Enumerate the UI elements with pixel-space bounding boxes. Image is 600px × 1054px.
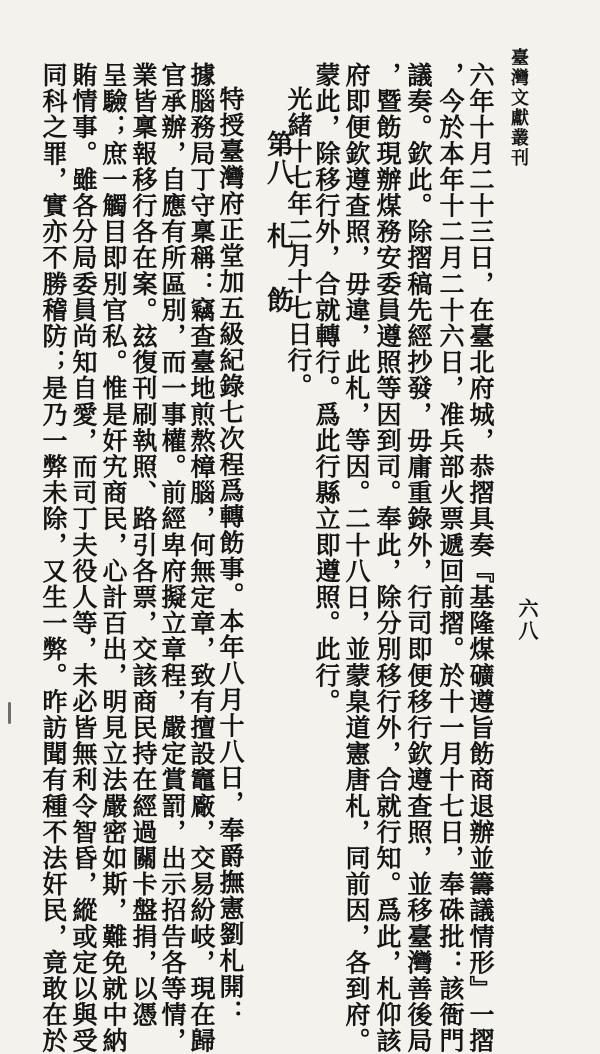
text-column-11: 業皆稟報移行各在案。玆復刊刷執照、路引各票，交該商民持在經過關卡盤捐，以憑	[129, 62, 158, 1028]
text-column-1: 六年十月二十三日，在臺北府城，恭摺具奏『基隆煤礦遵旨飭商退辦並籌議情形』一摺	[466, 62, 495, 1054]
text-column-14: 同科之罪，實亦不勝稽防；是乃一弊未除，又生一弊。昨訪聞有種不法奸民，竟敢在於	[39, 62, 68, 1054]
section-number: 第八	[262, 130, 293, 186]
text-column-13: 賄情事。雖各分局委員尚知自愛，而司丁夫役人等，未必皆無利令智昏，縱或定以與受	[69, 62, 98, 1054]
text-column-4: ，暨飭現辦煤務安委員遵照等因到司。奉此，除分別移行外，合就行知。爲此，札仰該	[373, 62, 402, 1054]
text-column-2: ，今於本年十二月二十六日，准兵部火票遞回前摺。於十一月十七日，奉硃批：該衙門	[436, 62, 465, 1054]
text-column-8: 特授臺灣府正堂加五級紀錄七次程爲轉飭事。本年八月十八日，奉爵撫憲劉札開：	[216, 86, 245, 1026]
text-column-12: 呈驗；庶一觸目即別官私。惟是奸宄商民，心計百出，明見立法嚴密如斯，難免就中納	[99, 62, 128, 1054]
text-column-10: 官承辦，自應有所區別，而一事權。前經卑府擬立章程，嚴定賞罰，出示招告各等情，	[158, 62, 187, 1054]
text-column-3: 議奏。欽此。除摺稿先經抄發，毋庸重錄外，行司即便移行欽遵查照，並移臺灣善後局	[404, 62, 433, 1054]
text-column-7-date: 光緒十七年二月十七日行。	[284, 86, 313, 400]
section-heading	[262, 130, 292, 314]
section-title-a: 札	[262, 222, 293, 250]
text-column-9: 據腦務局丁守稟稱：竊查臺地煎熬樟腦，何無定章，致有擅設竈廠，交易紛岐，現在歸	[187, 62, 216, 1054]
series-title: 臺灣文獻叢刊	[508, 48, 529, 168]
text-column-5: 府即便欽遵查照，毋違，此札，等因。二十八日，並蒙臬道憲唐札，同前因，各到府。	[342, 62, 371, 1054]
margin-mark	[8, 702, 11, 724]
page-number: 六八	[515, 598, 539, 642]
text-column-6: 蒙此，除移行外，合就轉行。爲此行縣立即遵照。此行。	[312, 62, 341, 715]
section-title-b: 飭	[262, 286, 293, 314]
